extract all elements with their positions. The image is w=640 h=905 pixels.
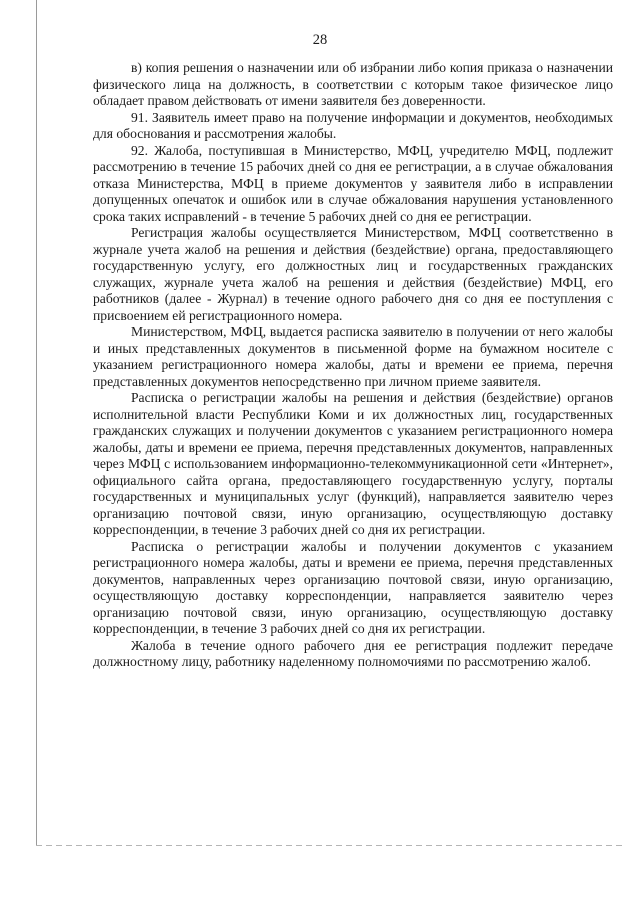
paragraph-92: 92. Жалоба, поступившая в Министерство, МФЦ, учредителю МФЦ, подлежит рассмотрению в течение 15 рабочих дней со дня ее регистрации, а в случае обжалования отказа Министерства, МФЦ в приеме документов у заявителя либо в исправлении допущенных опечаток и ошибок или в случае обжалования нарушения установленного срока таких исправлений - в течение 5 рабочих дней со дня ее регистрации. (93, 142, 613, 224)
paragraph-transfer: Жалоба в течение одного рабочего дня ее регистрация подлежит передаче должностному лицу, работнику наделенному полномочиями по рассмотрению жалоб. (93, 637, 613, 669)
paragraph-91: 91. Заявитель имеет право на получение информации и документов, необходимых для обоснования и рассмотрения жалобы. (93, 109, 613, 141)
page-number: 28 (312, 32, 328, 48)
paragraph-receipt-issued: Министерством, МФЦ, выдается расписка заявителю в получении от него жалобы и иных представленных документов в письменной форме на бумажном носителе с указанием регистрационного номера жалобы, даты и времени ее приема, перечня представленных документов непосредственно при личном приеме заявителя. (93, 324, 613, 389)
paragraph-receipt-postal: Расписка о регистрации жалобы и получении документов с указанием регистрационного номера жалобы, даты и времени ее приема, перечня представленных документов, направленных через организацию почтовой связи, иную организацию, осуществляющую доставку корреспонденции, направляется заявителю через организацию почтовой связи, иную организацию, осуществляющую доставку корреспонденции, в течение 3 рабочих дней со дня их регистрации. (93, 538, 613, 636)
scan-edge-bottom (36, 845, 626, 846)
scan-edge-left (36, 0, 37, 845)
paragraph-receipt-online: Расписка о регистрации жалобы на решения и действия (бездействие) органов исполнительной власти Республики Коми и их должностных лиц, государственных гражданских служащих и получении документов с указанием регистрационного номера жалобы, даты и времени ее приема, перечня представленных документов, направленных через МФЦ с использованием информационно-телекоммуникационной сети «Интернет», официального сайта органа, предоставляющего государственную услугу, порталы государственных и муниципальных услуг (функций), направляется заявителю через организацию почтовой связи, иную организацию, осуществляющую доставку корреспонденции, в течение 3 рабочих дней со дня их регистрации. (93, 390, 613, 537)
paragraph-copy-of-decision: в) копия решения о назначении или об избрании либо копия приказа о назначении физического лица на должность, в соответствии с которым такое физическое лицо обладает правом действовать от имени заявителя без доверенности. (93, 60, 613, 108)
paragraph-registration: Регистрация жалобы осуществляется Министерством, МФЦ соответственно в журнале учета жалоб на решения и действия (бездействие) органа, предоставляющего государственную услугу, его должностных лиц и государственных гражданских служащих, журнале учета жалоб на решения и действия (бездействие) МФЦ, его работников (далее - Журнал) в течение одного рабочего дня со дня ее поступления с присвоением ей регистрационного номера. (93, 225, 613, 323)
document-body (93, 60, 613, 671)
